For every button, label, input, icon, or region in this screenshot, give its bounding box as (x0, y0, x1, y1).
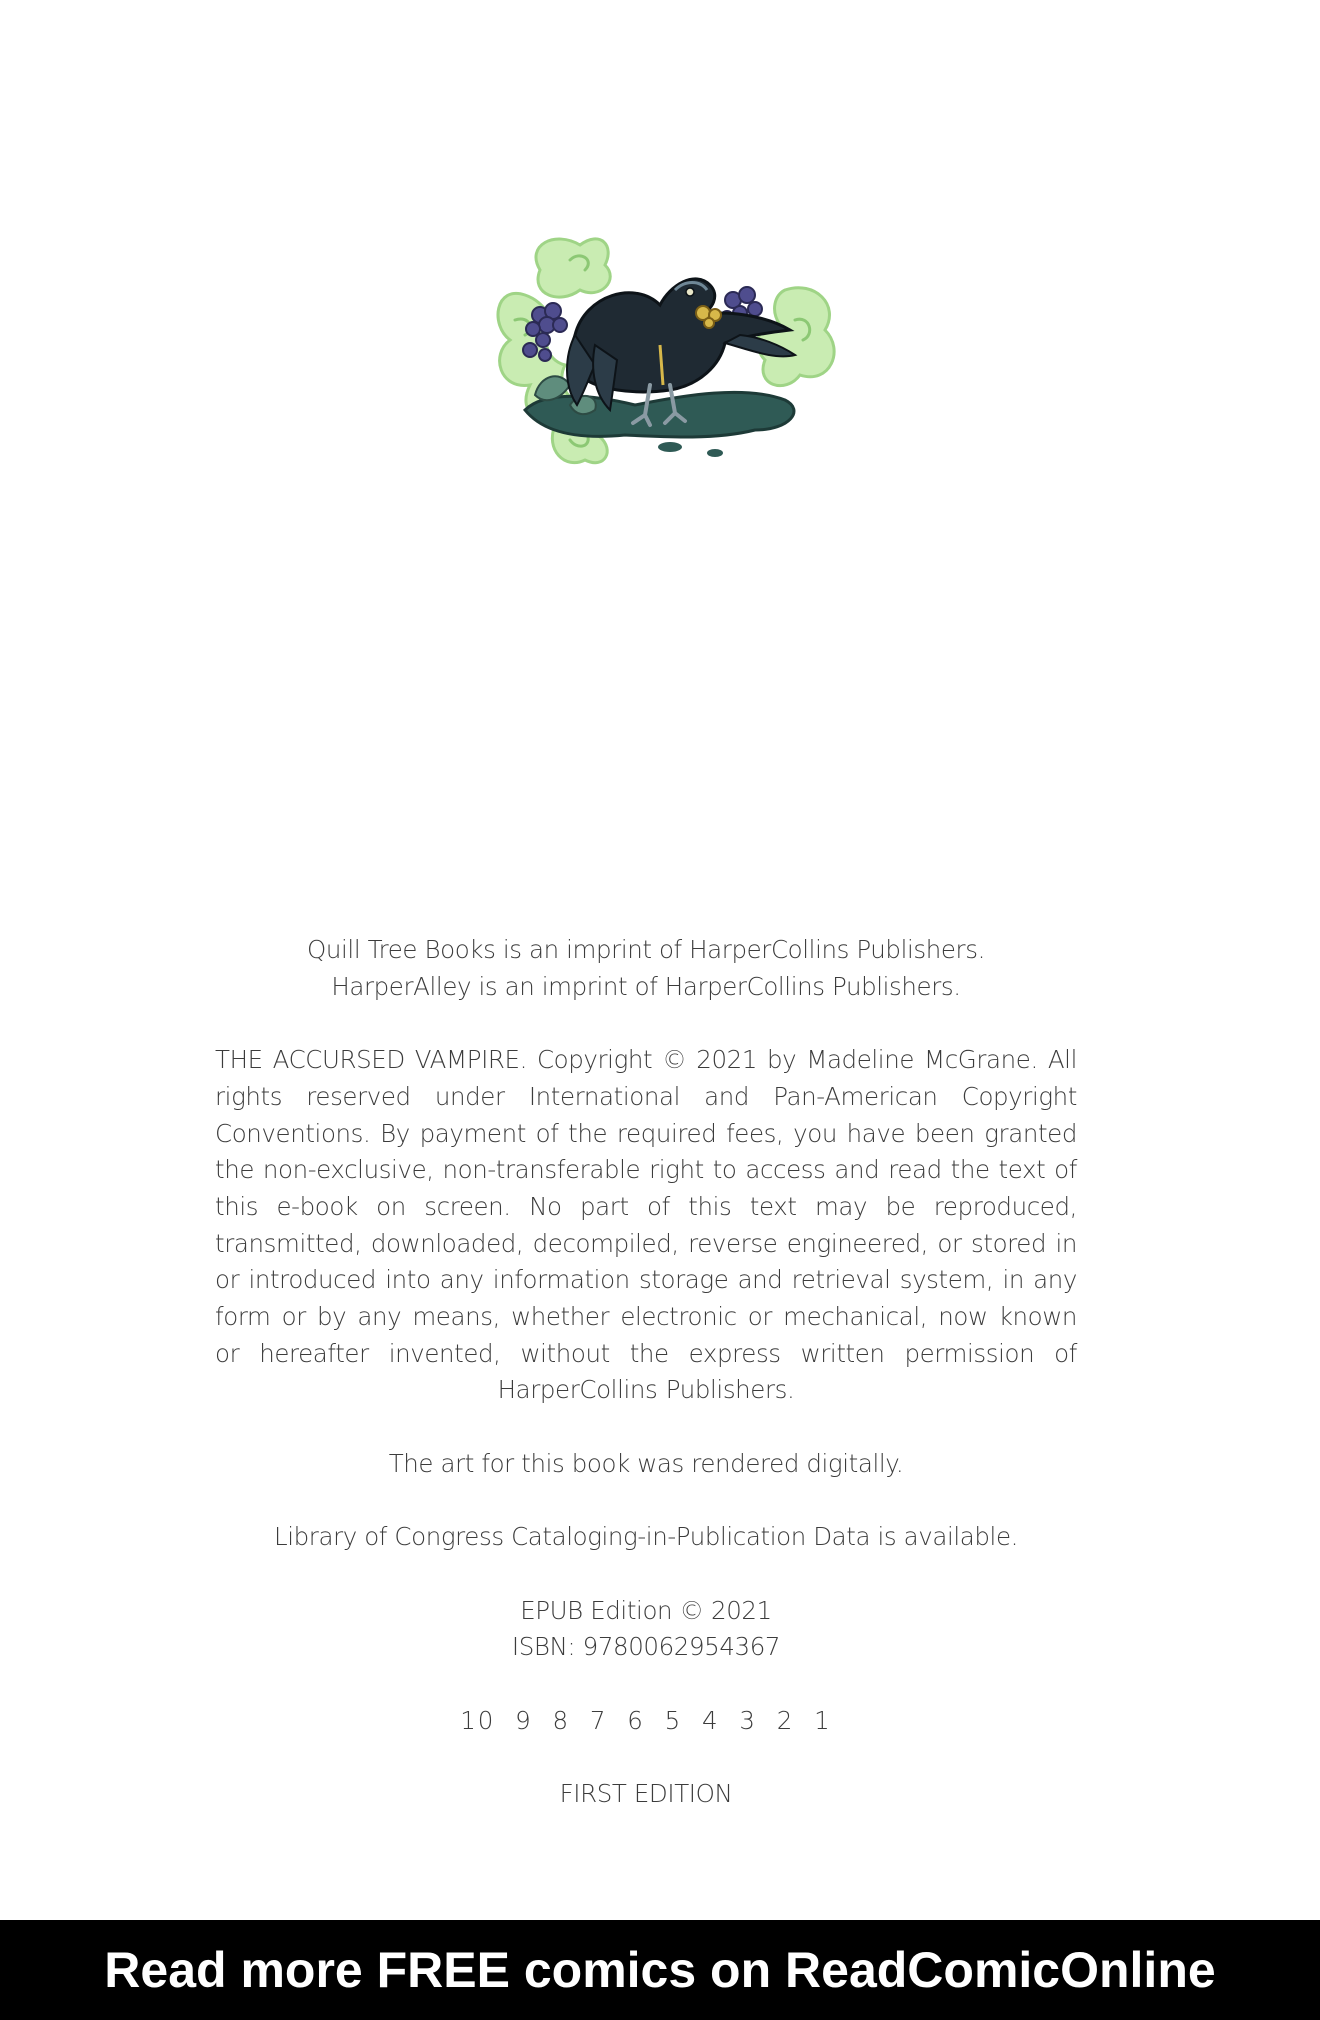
promo-banner-text[interactable]: Read more FREE comics on ReadComicOnline (104, 1942, 1216, 1998)
first-edition: FIRST EDITION (559, 1779, 733, 1809)
promo-banner[interactable] (0, 1920, 1320, 2020)
copyright-notice: THE ACCURSED VAMPIRE. Copyright © 2021 by Madeline McGrane. All rights reserved under International and Pan-American Copyright Conventions. By payment of the required fees, you have been granted the non-exclusive, non-transferable right to access and read the text of this e-book on screen. No part of this text may be reproduced, transmitted, downloaded, decompiled, reverse engineered, or stored in or introduced into any information storage and retrieval system, in any form or by any means, whether electronic or mechanical, now known or hereafter invented, without the express written permission of HarperCollins Publishers. (215, 1045, 1077, 1405)
raven-illustration (485, 225, 845, 480)
epub-edition: EPUB Edition © 2021 (520, 1595, 772, 1625)
imprint-line-quill-tree: Quill Tree Books is an imprint of HarperCollins Publishers. (307, 935, 985, 964)
copyright-text-block (215, 932, 1077, 1813)
isbn: ISBN: 9780062954367 (511, 1632, 781, 1662)
imprint-line-harperalley: HarperAlley is an imprint of HarperCollins Publishers. (331, 971, 961, 1001)
raven-icon (485, 225, 845, 480)
art-note: The art for this book was rendered digitally. (388, 1448, 904, 1478)
printer-line: 10 9 8 7 6 5 4 3 2 1 (460, 1705, 832, 1735)
cip-note: Library of Congress Cataloging-in-Publication Data is available. (273, 1522, 1019, 1552)
